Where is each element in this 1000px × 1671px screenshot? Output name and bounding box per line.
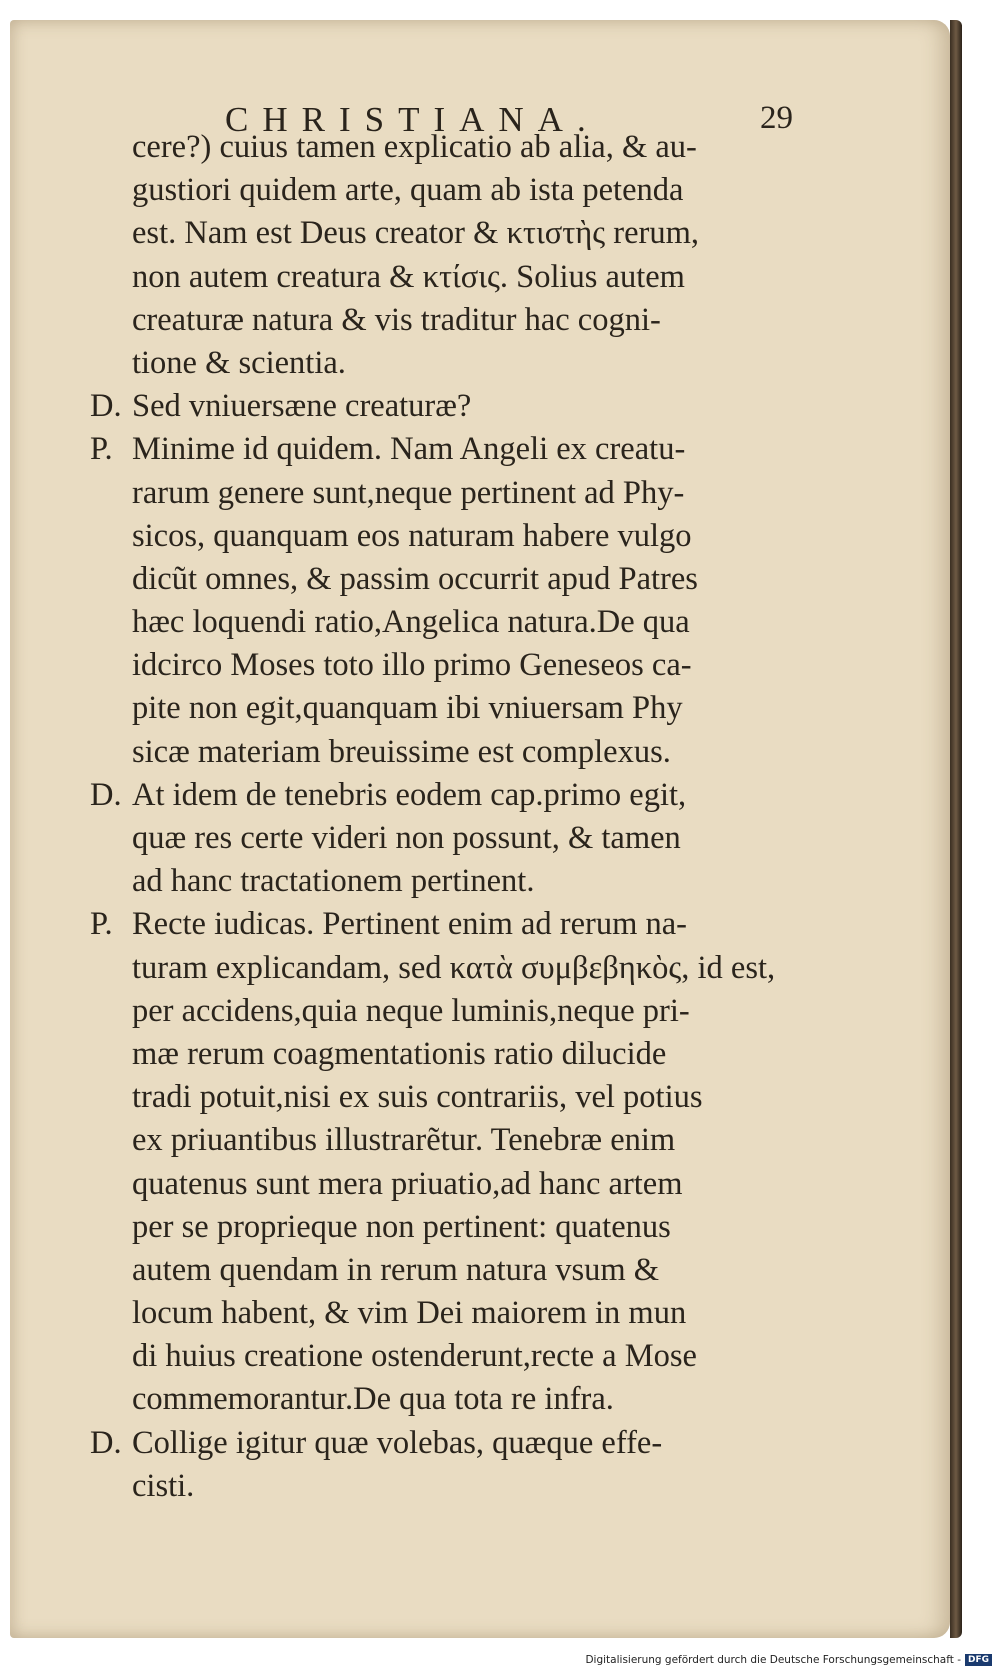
line-text: ex priuantibus illustrarẽtur. Tenebræ enim (132, 1122, 676, 1159)
text-line (90, 947, 880, 990)
text-line (90, 212, 880, 255)
line-text: turam explicandam, sed κατὰ συμβεβηκὸς, id est, (132, 949, 776, 986)
text-line (90, 644, 880, 687)
line-text: hæc loquendi ratio,Angelica natura.De qua (132, 604, 690, 641)
line-text: sicos, quanquam eos naturam habere vulgo (132, 517, 692, 554)
text-line (90, 256, 880, 299)
body-text (90, 126, 880, 1508)
text-line (90, 1378, 880, 1421)
text-line (90, 169, 880, 212)
text-line (90, 428, 880, 471)
running-title: CHRISTIANA. (225, 100, 600, 139)
text-line (90, 1465, 880, 1508)
line-text: autem quendam in rerum natura vsum & (132, 1251, 660, 1288)
line-text: mæ rerum coagmentationis ratio dilucide (132, 1035, 667, 1072)
text-line (90, 1422, 880, 1465)
text-line (90, 1119, 880, 1162)
text-line (90, 1076, 880, 1119)
line-text: sicæ materiam breuissime est complexus. (132, 733, 671, 770)
page-number: 29 (760, 100, 793, 136)
line-text: per se proprieque non pertinent: quatenus (132, 1208, 671, 1245)
line-text: Recte iudicas. Pertinent enim ad rerum na- (132, 906, 688, 943)
speaker-label: P. (90, 906, 113, 943)
line-text: rarum genere sunt,neque pertinent ad Phy- (132, 474, 685, 511)
line-text: di huius creatione ostenderunt,recte a Mose (132, 1338, 697, 1375)
text-line (90, 903, 880, 946)
line-text: Collige igitur quæ volebas, quæque effe- (132, 1424, 663, 1461)
line-text: dicũt omnes, & passim occurrit apud Patres (132, 560, 698, 597)
line-text: non autem creatura & κτίσις. Solius autem (132, 258, 685, 295)
text-line (90, 731, 880, 774)
line-text: locum habent, & vim Dei maiorem in mun (132, 1295, 687, 1332)
text-line (90, 1292, 880, 1335)
text-line (90, 687, 880, 730)
speaker-label: D. (90, 1424, 122, 1461)
text-line (90, 299, 880, 342)
text-line (90, 472, 880, 515)
credit-text: Digitalisierung gefördert durch die Deutsche Forschungsgemeinschaft - (585, 1654, 961, 1666)
line-text: tradi potuit,nisi ex suis contrariis, vel potius (132, 1079, 703, 1116)
line-text: gustiori quidem arte, quam ab ista petenda (132, 172, 684, 209)
text-line (90, 1033, 880, 1076)
text-line (90, 774, 880, 817)
text-line (90, 601, 880, 644)
text-line (90, 1206, 880, 1249)
line-text: Minime id quidem. Nam Angeli ex creatu- (132, 431, 686, 468)
speaker-label: D. (90, 388, 122, 425)
text-line (90, 558, 880, 601)
text-line (90, 126, 880, 169)
line-text: pite non egit,quanquam ibi vniuersam Phy (132, 690, 683, 727)
text-line (90, 1335, 880, 1378)
line-text: est. Nam est Deus creator & κτιστὴς rerum, (132, 215, 700, 252)
line-text: cisti. (132, 1467, 195, 1504)
text-line (90, 1163, 880, 1206)
line-text: At idem de tenebris eodem cap.primo egit, (132, 776, 687, 813)
line-text: creaturæ natura & vis traditur hac cogni- (132, 301, 661, 338)
text-line (90, 990, 880, 1033)
book-edge (950, 20, 962, 1638)
text-line (90, 342, 880, 385)
line-text: quæ res certe videri non possunt, & tamen (132, 820, 681, 856)
text-line (90, 817, 880, 860)
line-text: tione & scientia. (132, 344, 346, 381)
line-text: Sed vniuersæne creaturæ? (132, 388, 472, 425)
line-text: ad hanc tractationem pertinent. (132, 863, 535, 900)
dfg-logo: DFG (965, 1654, 992, 1666)
line-text: quatenus sunt mera priuatio,ad hanc artem (132, 1165, 683, 1202)
text-line (90, 385, 880, 428)
line-text: per accidens,quia neque luminis,neque pri- (132, 992, 690, 1029)
digitization-credit (585, 1654, 992, 1666)
text-line (90, 1249, 880, 1292)
text-line (90, 515, 880, 558)
text-line (90, 860, 880, 903)
speaker-label: P. (90, 431, 113, 468)
line-text: idcirco Moses toto illo primo Geneseos ca- (132, 647, 692, 684)
line-text: cere?) cuius tamen explicatio ab alia, & au- (132, 129, 697, 165)
line-text: commemorantur.De qua tota re infra. (132, 1381, 614, 1418)
speaker-label: D. (90, 776, 122, 813)
